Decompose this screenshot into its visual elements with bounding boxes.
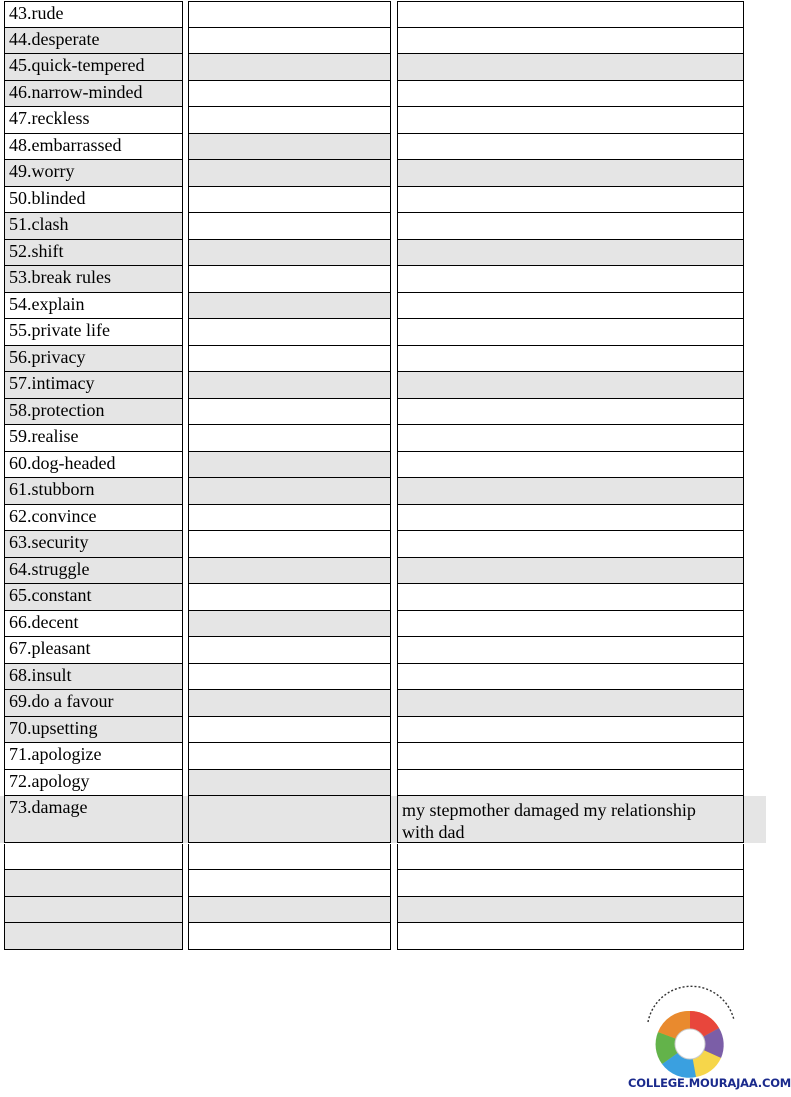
term-text: 65.constant <box>9 585 92 605</box>
example-cell <box>397 770 744 797</box>
answer-cell <box>188 743 391 770</box>
table-row <box>0 558 766 585</box>
term-text: 47.reckless <box>9 108 90 128</box>
term-cell <box>4 319 183 346</box>
term-cell <box>4 611 183 638</box>
example-cell <box>397 319 744 346</box>
example-cell <box>397 558 744 585</box>
example-cell <box>397 664 744 691</box>
example-cell <box>397 743 744 770</box>
term-cell <box>4 505 183 532</box>
table-row <box>0 664 766 691</box>
table-row <box>0 346 766 373</box>
term-cell <box>4 796 183 843</box>
example-cell <box>397 897 744 924</box>
answer-cell <box>188 293 391 320</box>
term-text: 64.struggle <box>9 558 90 579</box>
example-cell <box>397 266 744 293</box>
answer-cell <box>188 870 391 897</box>
table-row <box>0 81 766 108</box>
term-text: 60.dog-headed <box>9 452 116 473</box>
answer-cell <box>188 107 391 134</box>
table-row <box>0 266 766 293</box>
table-row <box>0 637 766 664</box>
answer-cell <box>188 372 391 399</box>
answer-cell <box>188 897 391 924</box>
term-cell <box>4 452 183 479</box>
answer-cell <box>188 717 391 744</box>
term-cell <box>4 346 183 373</box>
answer-cell <box>188 844 391 871</box>
example-cell <box>397 452 744 479</box>
table-row <box>0 870 766 897</box>
example-cell <box>397 187 744 214</box>
term-cell <box>4 637 183 664</box>
table-row <box>0 293 766 320</box>
term-text: 54.explain <box>9 293 85 314</box>
term-cell <box>4 107 183 134</box>
term-text: 71.apologize <box>9 744 102 764</box>
term-cell <box>4 664 183 691</box>
term-cell <box>4 28 183 55</box>
term-text: 73.damage <box>9 797 88 817</box>
table-row <box>0 796 766 843</box>
answer-cell <box>188 452 391 479</box>
answer-cell <box>188 505 391 532</box>
example-cell <box>397 478 744 505</box>
answer-cell <box>188 346 391 373</box>
term-cell <box>4 690 183 717</box>
term-cell <box>4 81 183 108</box>
example-cell <box>397 213 744 240</box>
answer-cell <box>188 558 391 585</box>
table-row <box>0 213 766 240</box>
term-cell <box>4 187 183 214</box>
term-cell <box>4 425 183 452</box>
term-cell <box>4 844 183 871</box>
answer-cell <box>188 796 391 843</box>
table-row <box>0 717 766 744</box>
term-text: 46.narrow-minded <box>9 81 143 102</box>
term-text: 72.apology <box>9 770 90 791</box>
term-cell <box>4 531 183 558</box>
term-text: 56.privacy <box>9 346 86 367</box>
example-cell <box>397 372 744 399</box>
answer-cell <box>188 690 391 717</box>
answer-cell <box>188 425 391 452</box>
table-row <box>0 452 766 479</box>
table-row <box>0 54 766 81</box>
example-cell <box>397 425 744 452</box>
example-cell <box>397 54 744 81</box>
term-cell <box>4 770 183 797</box>
term-text: 52.shift <box>9 240 64 261</box>
example-cell <box>397 637 744 664</box>
table-row <box>0 743 766 770</box>
term-cell <box>4 1 183 28</box>
term-text: 48.embarrassed <box>9 134 122 155</box>
logo-text: COLLEGE.MOURAJAA.COM <box>628 1076 791 1090</box>
example-cell <box>397 505 744 532</box>
table-row <box>0 425 766 452</box>
answer-cell <box>188 160 391 187</box>
answer-cell <box>188 266 391 293</box>
term-text: 59.realise <box>9 426 79 446</box>
term-cell <box>4 293 183 320</box>
answer-cell <box>188 134 391 161</box>
term-text: 66.decent <box>9 611 79 632</box>
answer-cell <box>188 187 391 214</box>
example-cell <box>397 240 744 267</box>
example-cell <box>397 531 744 558</box>
answer-cell <box>188 240 391 267</box>
answer-cell <box>188 923 391 950</box>
answer-cell <box>188 664 391 691</box>
term-text: 55.private life <box>9 320 110 340</box>
term-text: 45.quick-tempered <box>9 55 145 75</box>
table-row <box>0 531 766 558</box>
term-text: 57.intimacy <box>9 373 95 393</box>
term-cell <box>4 558 183 585</box>
example-cell <box>397 1 744 28</box>
term-cell <box>4 372 183 399</box>
answer-cell <box>188 319 391 346</box>
term-text: 61.stubborn <box>9 479 95 499</box>
answer-cell <box>188 81 391 108</box>
table-row <box>0 611 766 638</box>
term-cell <box>4 584 183 611</box>
table-row <box>0 1 766 28</box>
example-cell <box>397 28 744 55</box>
example-cell <box>397 160 744 187</box>
table-row <box>0 319 766 346</box>
answer-cell <box>188 54 391 81</box>
term-text: 49.worry <box>9 161 75 181</box>
answer-cell <box>188 1 391 28</box>
example-cell <box>397 690 744 717</box>
table-row <box>0 160 766 187</box>
term-text: 68.insult <box>9 664 72 685</box>
table-row <box>0 770 766 797</box>
example-cell <box>397 584 744 611</box>
example-cell <box>397 107 744 134</box>
term-cell <box>4 870 183 897</box>
example-cell <box>397 81 744 108</box>
example-cell <box>397 611 744 638</box>
example-cell <box>397 796 744 843</box>
term-cell <box>4 213 183 240</box>
answer-cell <box>188 478 391 505</box>
example-cell <box>397 134 744 161</box>
example-cell <box>397 870 744 897</box>
answer-cell <box>188 637 391 664</box>
table-row <box>0 478 766 505</box>
term-cell <box>4 743 183 770</box>
table-row <box>0 505 766 532</box>
answer-cell <box>188 584 391 611</box>
term-cell <box>4 478 183 505</box>
example-cell <box>397 717 744 744</box>
table-row <box>0 584 766 611</box>
table-row <box>0 187 766 214</box>
answer-cell <box>188 531 391 558</box>
term-cell <box>4 923 183 950</box>
table-row <box>0 844 766 871</box>
term-text: 43.rude <box>9 3 64 23</box>
term-text: 63.security <box>9 532 89 552</box>
example-cell <box>397 844 744 871</box>
term-text: 44.desperate <box>9 28 100 49</box>
term-text: 67.pleasant <box>9 638 91 658</box>
answer-cell <box>188 399 391 426</box>
table-row <box>0 240 766 267</box>
answer-cell <box>188 213 391 240</box>
table-row <box>0 690 766 717</box>
table-row <box>0 107 766 134</box>
table-row <box>0 28 766 55</box>
table-row <box>0 372 766 399</box>
table-row <box>0 897 766 924</box>
term-cell <box>4 717 183 744</box>
term-text: 50.blinded <box>9 187 86 208</box>
table-row <box>0 134 766 161</box>
term-cell <box>4 160 183 187</box>
term-cell <box>4 240 183 267</box>
term-text: 70.upsetting <box>9 717 98 738</box>
example-cell <box>397 346 744 373</box>
example-cell <box>397 923 744 950</box>
term-cell <box>4 266 183 293</box>
term-cell <box>4 897 183 924</box>
answer-cell <box>188 770 391 797</box>
example-cell <box>397 399 744 426</box>
example-cell <box>397 293 744 320</box>
table-row <box>0 923 766 950</box>
term-text: 58.protection <box>9 399 105 420</box>
answer-cell <box>188 28 391 55</box>
answer-cell <box>188 611 391 638</box>
term-text: 62.convince <box>9 505 97 526</box>
term-cell <box>4 54 183 81</box>
term-cell <box>4 399 183 426</box>
term-text: 53.break rules <box>9 267 111 287</box>
term-text: 51.clash <box>9 214 69 234</box>
term-text: 69.do a favour <box>9 691 114 711</box>
table-row <box>0 399 766 426</box>
term-cell <box>4 134 183 161</box>
example-text: my stepmother damaged my relationship with dad <box>402 800 696 842</box>
